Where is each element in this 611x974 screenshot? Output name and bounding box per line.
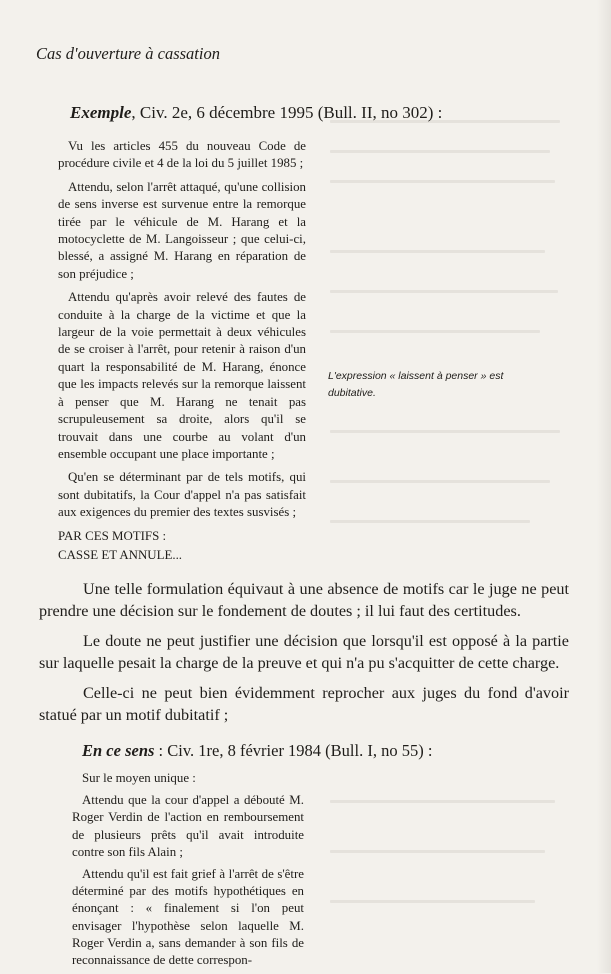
page-edge-shadow [597, 0, 611, 973]
en-ce-sens-label: En ce sens [82, 741, 155, 760]
example-quote-column [58, 138, 306, 570]
quote-paragraph: Attendu, selon l'arrêt attaqué, qu'une collision de sens inverse est survenue entre la remorque tirée par le véhicule de M. Harang et la motocyclette de M. Langoisseur ; que celui-ci, blessé, a assigné M. Harang en réparation de son préjudice ; [58, 179, 306, 281]
bleed-through-mark [330, 290, 558, 293]
quote-paragraph: Sur le moyen unique : [82, 771, 196, 785]
quote-paragraph: Attendu qu'il est fait grief à l'arrêt de s'être déterminé par des motifs hypothétiques en énonçant : « finalement si l'on peut envisager l'hypothèse selon laquelle M. Roger Verdin a, sans demander à son fils de reconnaissance de dette correspon- [72, 867, 304, 968]
en-ce-sens-quote-column [72, 770, 304, 974]
bleed-through-mark [330, 520, 530, 523]
bleed-through-mark [330, 800, 555, 803]
bleed-through-mark [330, 850, 545, 853]
commentary-paragraph: Une telle formulation équivaut à une absence de motifs car le juge ne peut prendre une décision sur le fondement de doutes ; il lui faut des certitudes. [39, 580, 569, 620]
example-heading [70, 103, 442, 123]
margin-note: L'expression « laissent à penser » est dubitative. [328, 370, 504, 399]
quote-paragraph: Attendu qu'après avoir relevé des fautes de conduite à la charge de la victime et que la largeur de la voie permettait à deux véhicules de se croiser à l'arrêt, pour retenir à raison d'un quart la responsabilité de M. Harang, énonce que les impacts relevés sur la remorque laissent à penser que M. Harang ne tenait pas scrupuleusement sa droite, alors qu'il se trouvait dans une courbe au volant d'un ensemble occupant une place importante ; [58, 290, 306, 461]
bleed-through-mark [330, 330, 540, 333]
quote-paragraph: CASSE ET ANNULE... [58, 547, 183, 562]
bleed-through-mark [330, 180, 555, 183]
bleed-through-mark [330, 250, 545, 253]
running-header: Cas d'ouverture à cassation [36, 44, 220, 63]
quote-paragraph: Attendu que la cour d'appel a débouté M. Roger Verdin de l'action en remboursement de plusieurs prêts qu'il avait introduite contre son fils Alain ; [72, 793, 304, 859]
bleed-through-mark [330, 430, 560, 433]
quote-paragraph: Vu les articles 455 du nouveau Code de procédure civile et 4 de la loi du 5 juillet 1985 ; [58, 139, 306, 171]
example-citation: , Civ. 2e, 6 décembre 1995 (Bull. II, no 302) : [131, 103, 443, 122]
en-ce-sens-heading [82, 741, 432, 761]
commentary-paragraph: Le doute ne peut justifier une décision que lorsqu'il est opposé à la partie sur laquelle pesait la charge de la preuve et qui n'a pu s'acquitter de cette charge. [39, 632, 569, 672]
quote-paragraph: PAR CES MOTIFS : [58, 528, 167, 543]
commentary [39, 578, 569, 734]
commentary-paragraph: Celle-ci ne peut bien évidemment reprocher aux juges du fond d'avoir statué par un motif dubitatif ; [39, 684, 569, 724]
en-ce-sens-citation: : Civ. 1re, 8 février 1984 (Bull. I, no 55) : [154, 741, 433, 760]
quote-paragraph: Qu'en se déterminant par de tels motifs, qui sont dubitatifs, la Cour d'appel n'a pas satisfait aux exigences du premier des textes susvisés ; [58, 470, 306, 520]
bleed-through-mark [330, 480, 550, 483]
example-label: Exemple [70, 103, 132, 122]
bleed-through-mark [330, 900, 535, 903]
bleed-through-mark [330, 150, 550, 153]
